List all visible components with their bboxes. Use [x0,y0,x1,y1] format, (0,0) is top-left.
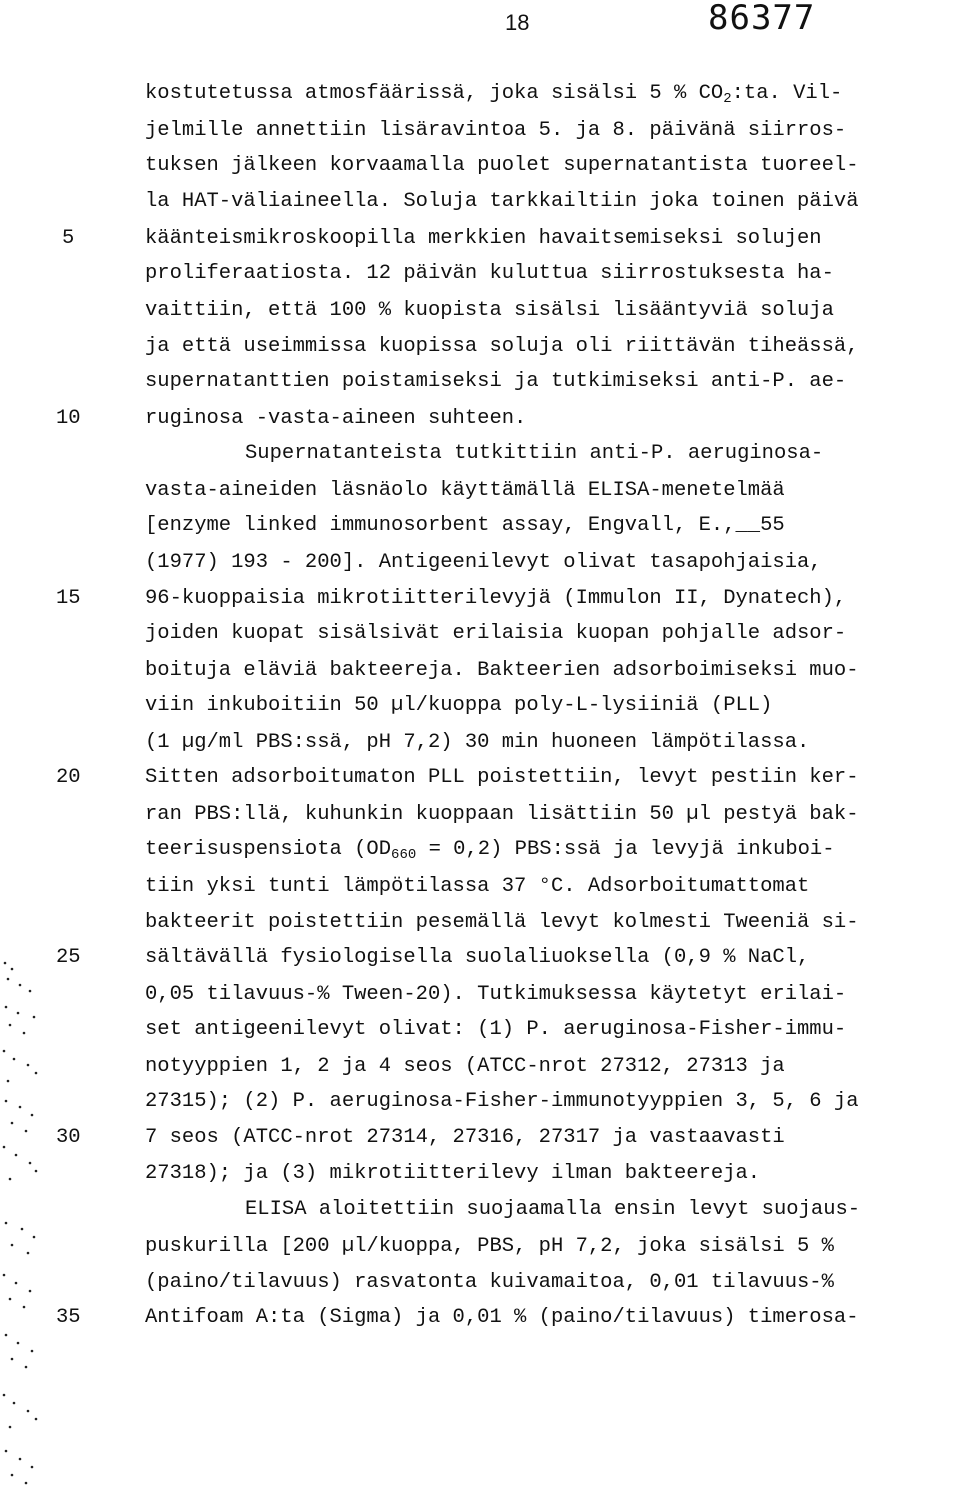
text-line: ran PBS:llä, kuhunkin kuoppaan lisättiin 50 µl pestyä bak- [145,803,859,826]
text-line: (1 µg/ml PBS:ssä, pH 7,2) 30 min huoneen lämpötilassa. [145,731,810,754]
text-line: ELISA aloitettiin suojaamalla ensin levyt suojaus- [245,1198,861,1221]
text-line: 7 seos (ATCC-nrot 27314, 27316, 27317 ja vastaavasti [145,1126,785,1149]
text-line: vasta-aineiden läsnäolo käyttämällä ELISA-menetelmää [145,479,785,502]
document-number: 86377 [708,0,816,38]
text-line: ruginosa -vasta-aineen suhteen. [145,407,527,430]
text-line: teerisuspensiota $(OD_{660} = 0,2)$ PBS:ssä ja levyjä inkuboi- [145,838,835,863]
text-line: puskurilla [200 µl/kuoppa, PBS, pH 7,2, joka sisälsi 5 % [145,1235,834,1258]
text-line: viin inkuboitiin 50 µl/kuoppa poly-L-lysiiniä (PLL) [145,694,773,717]
text-line: jelmille annettiin lisäravintoa 5. ja 8. päivänä siirros- [145,119,847,142]
page-number: 18 [505,10,530,35]
text-line: 96-kuoppaisia mikrotiitterilevyjä (Immulon II, Dynatech), [145,587,847,610]
text-line: boituja eläviä bakteereja. Bakteerien adsorboimiseksi muo- [145,659,859,682]
text-line: Antifoam A:ta (Sigma) ja 0,01 % (paino/tilavuus) timerosa- [145,1306,859,1329]
text-line: [enzyme linked immunosorbent assay, Engvall, E.,__55 [145,514,785,537]
text-line: 27315); (2) P. aeruginosa-Fisher-immunotyyppien 3, 5, 6 ja [145,1090,859,1113]
line-number: 10 [56,407,81,430]
text-line: supernatanttien poistamiseksi ja tutkimiseksi anti-P. ae- [145,370,847,393]
text-line: vaittiin, että 100 % kuopista sisälsi lisääntyviä soluja [145,299,834,322]
text-line: tuksen jälkeen korvaamalla puolet supernatantista tuoreel- [145,154,859,177]
text-line: Sitten adsorboitumaton PLL poistettiin, levyt pestiin ker- [145,766,859,789]
text-line: joiden kuopat sisälsivät erilaisia kuopan pohjalle adsor- [145,622,847,645]
line-number: 25 [56,946,81,969]
text-line: 27318); ja (3) mikrotiitterilevy ilman bakteereja. [145,1162,761,1185]
text-line: Supernatanteista tutkittiin anti-P. aeruginosa- [245,442,824,465]
text-line: la HAT-väliaineella. Soluja tarkkailtiin joka toinen päivä [145,190,859,213]
line-number: 5 [62,227,75,250]
line-number: 35 [56,1306,81,1329]
text-line: käänteismikroskoopilla merkkien havaitsemiseksi solujen [145,227,822,250]
text-line: proliferaatiosta. 12 päivän kuluttua siirrostuksesta ha- [145,262,834,285]
text-line: set antigeenilevyt olivat: (1) P. aeruginosa-Fisher-immu- [145,1018,847,1041]
text-line: tiin yksi tunti lämpötilassa 37 °C. Adsorboitumattomat [145,875,810,898]
text-line: sältävällä fysiologisella suolaliuoksella (0,9 % NaCl, [145,946,810,969]
text-line: ja että useimmissa kuopissa soluja oli riittävän tiheässä, [145,335,859,358]
text-line: (paino/tilavuus) rasvatonta kuivamaitoa, 0,01 tilavuus-% [145,1271,834,1294]
line-number: 30 [56,1126,81,1149]
line-number: 15 [56,587,81,610]
line-number: 20 [56,766,81,789]
text-line: bakteerit poistettiin pesemällä levyt kolmesti Tweeniä si- [145,911,859,934]
text-line: 0,05 tilavuus-% Tween-20). Tutkimuksessa käytetyt erilai- [145,983,847,1006]
margin-dot-pattern [0,955,44,1495]
text-line: kostutetussa atmosfäärissä, joka sisälsi 5 % $CO_2:ta$. Vil- [145,82,843,107]
text-line: notyyppien 1, 2 ja 4 seos (ATCC-nrot 27312, 27313 ja [145,1055,785,1078]
text-line: (1977) 193 - 200]. Antigeenilevyt olivat tasapohjaisia, [145,551,822,574]
